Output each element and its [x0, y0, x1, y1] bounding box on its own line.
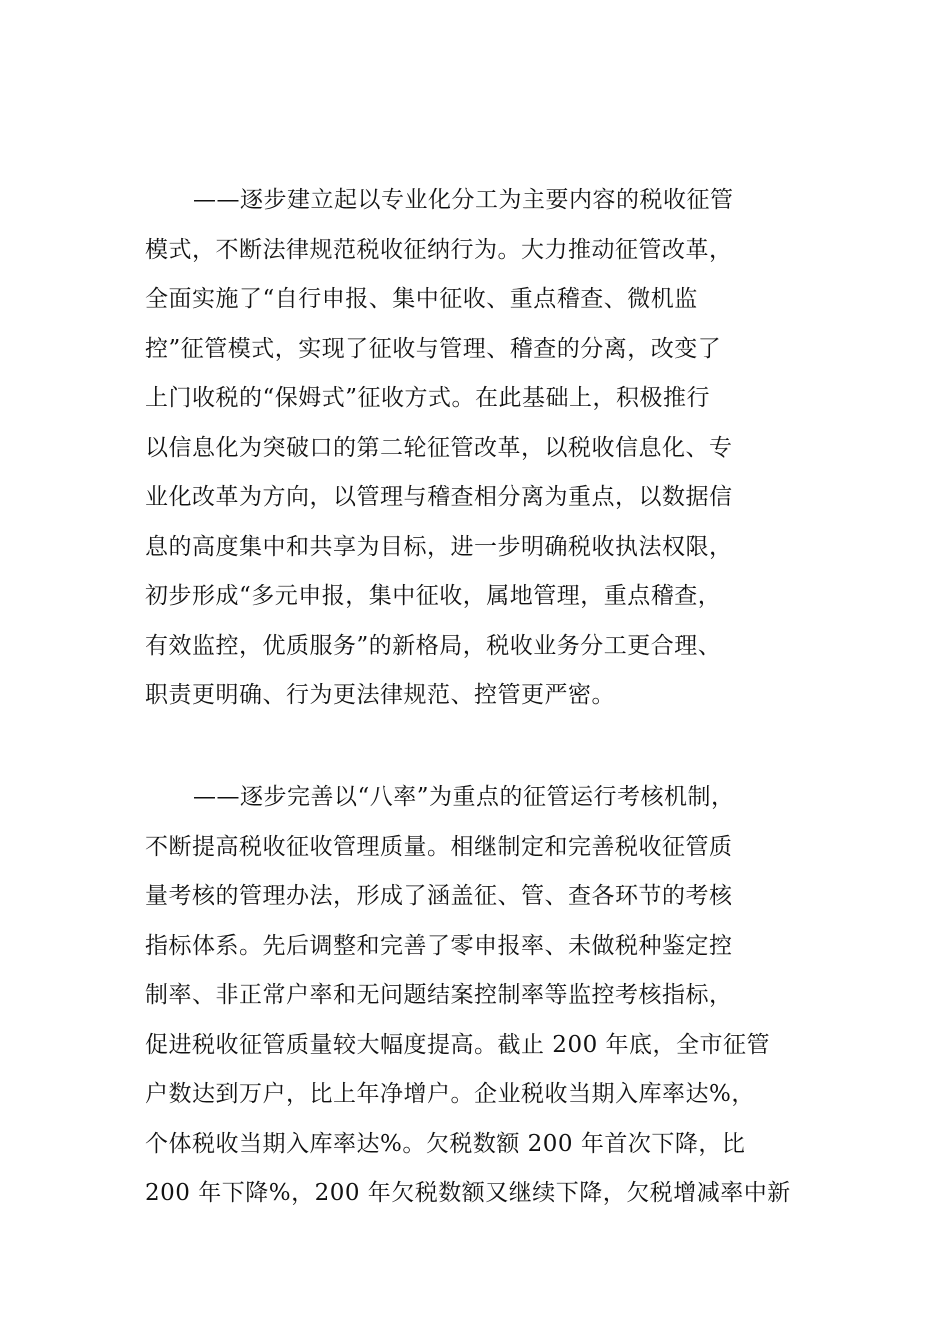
paragraph-line: ——逐步完善以“八率”为重点的征管运行考核机制， — [193, 784, 735, 810]
paragraph-line: 个体税收当期入库率达%。欠税数额 200 年首次下降，比 — [145, 1130, 746, 1157]
paragraph-line: 不断提高税收征收管理质量。相继制定和完善税收征管质 — [145, 833, 733, 860]
paragraph-line: 量考核的管理办法，形成了涵盖征、管、查各环节的考核 — [145, 883, 733, 909]
paragraph-line: 促进税收征管质量较大幅度提高。截止 200 年底，全市征管 — [145, 1031, 771, 1058]
paragraph-line: 制率、非正常户率和无问题结案控制率等监控考核指标， — [145, 982, 733, 1008]
paragraph-line: 户数达到万户，比上年净增户。企业税收当期入库率达%， — [145, 1081, 755, 1107]
paragraph-line: 模式，不断法律规范税收征纳行为。大力推动征管改革， — [145, 236, 733, 263]
paragraph-line: 初步形成“多元申报，集中征收，属地管理，重点稽查， — [145, 583, 722, 609]
paragraph-line: 以信息化为突破口的第二轮征管改革，以税收信息化、专 — [145, 434, 733, 461]
paragraph-line: ——逐步建立起以专业化分工为主要内容的税收征管 — [193, 187, 734, 213]
paragraph-line: 息的高度集中和共享为目标，进一步明确税收执法权限， — [145, 533, 733, 560]
paragraph-line: 指标体系。先后调整和完善了零申报率、未做税种鉴定控 — [145, 932, 733, 959]
paragraph-line: 200 年下降%，200 年欠税数额又继续下降，欠税增减率中新 — [145, 1180, 791, 1206]
paragraph-line: 职责更明确、行为更法律规范、控管更严密。 — [145, 682, 615, 708]
paragraph-line: 全面实施了“自行申报、集中征收、重点稽查、微机监 — [145, 286, 698, 312]
paragraph-assessment-mechanism — [145, 773, 810, 1219]
paragraph-line: 控”征管模式，实现了征收与管理、稽查的分离，改变了 — [145, 335, 722, 362]
paragraph-line: 业化改革为方向，以管理与稽查相分离为重点，以数据信 — [145, 484, 733, 510]
paragraph-line: 上门收税的“保姆式”征收方式。在此基础上，积极推行 — [145, 385, 711, 411]
paragraph-collection-model — [145, 176, 810, 721]
paragraph-line: 有效监控，优质服务”的新格局，税收业务分工更合理、 — [145, 632, 722, 659]
